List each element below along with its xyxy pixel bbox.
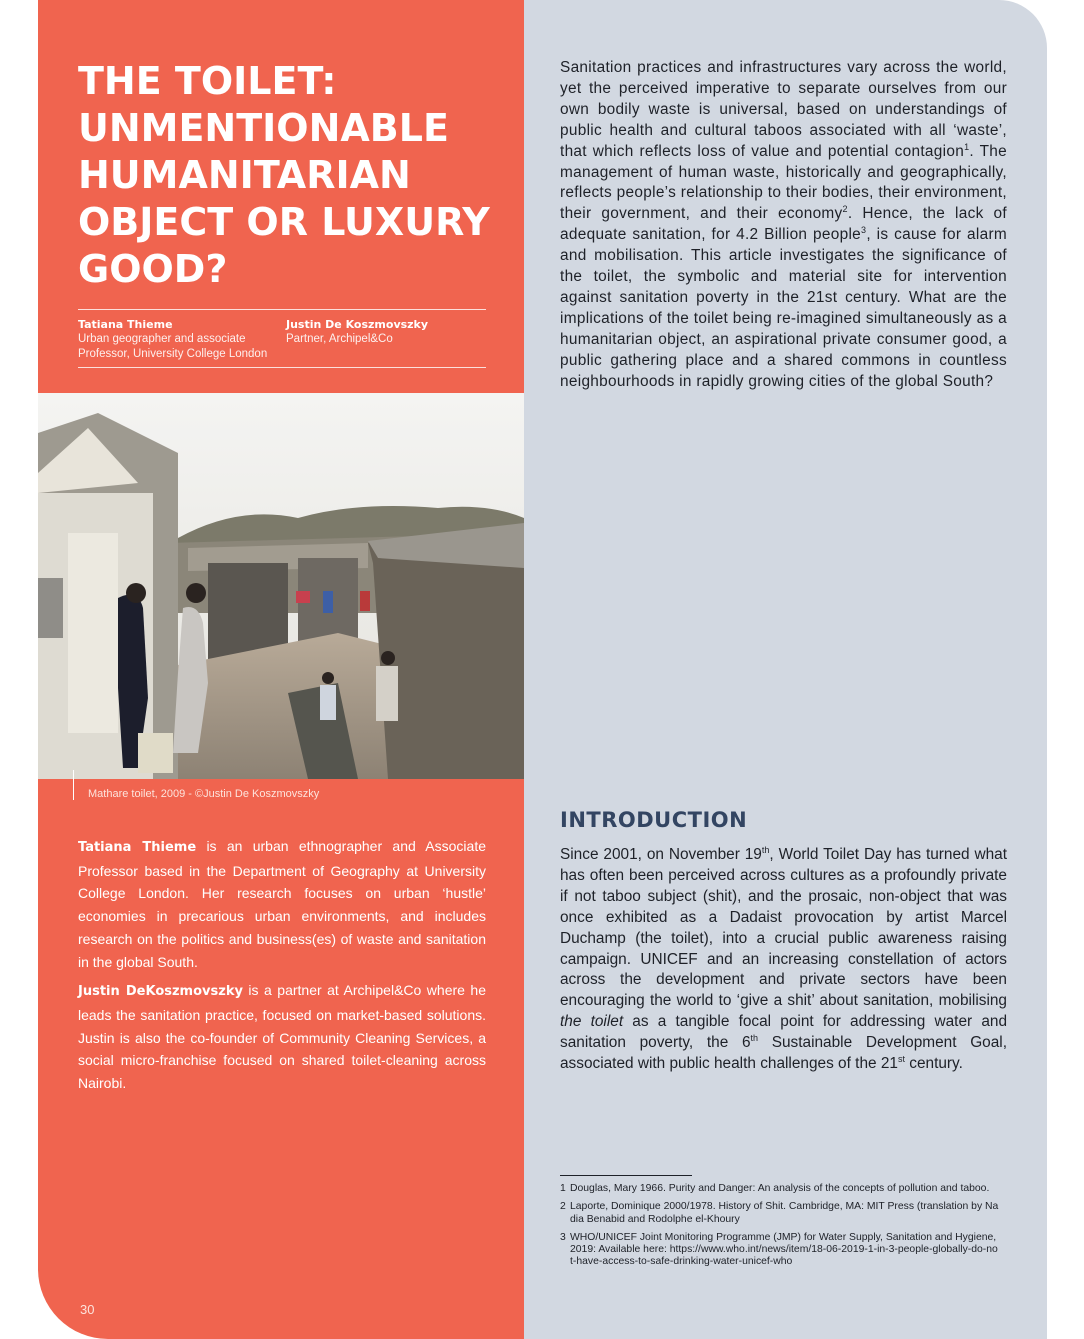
page-number: 30 xyxy=(80,1302,95,1317)
author-role: Urban geographer and associate xyxy=(78,333,246,345)
footnote-ref[interactable]: 1 xyxy=(964,141,970,152)
title-line: GOOD? xyxy=(78,247,228,291)
abstract-text: . Hence, the lack of adequate sanitation, for 4.2 Billion people xyxy=(560,205,1007,244)
bio-paragraph xyxy=(78,979,486,1095)
author-divider-bottom xyxy=(78,367,486,368)
author-role: Professor, University College London xyxy=(78,348,268,360)
article-photo xyxy=(38,393,524,779)
introduction-paragraph xyxy=(560,845,1007,1075)
ordinal-suffix: st xyxy=(897,1053,905,1064)
author-bios xyxy=(78,835,486,1101)
abstract-text: . The management of human waste, historically and geographically, reflects people’s relationship to their bodies, their environment, their government, and their economy xyxy=(560,142,1008,223)
bio-text: is an urban ethnographer and Associate Professor based in the Department of Geography at University College London. Her research focuses on urban ‘hustle’ economies in precarious urban environments, and includes research on the politics and business(es) of waste and sanitation in the global South. xyxy=(78,838,487,970)
title-line: THE TOILET: xyxy=(78,59,337,103)
photo-mathare-toilet xyxy=(38,393,524,779)
abstract-text: Sanitation practices and infrastructures vary across the world, yet the perceived imperative to separate ourselves from our own bodily waste is universal, based on understandings of public health and cultural taboos associated with all ‘waste’, that which reflects loss of value and potential contagion xyxy=(560,59,1007,160)
abstract-text: , is cause for alarm and mobilisation. This article investigates the significance of the toilet, the symbolic and material site for intervention against sanitation poverty in the 21st century. What are the implications of the toilet being re-imagined simultaneously as a humanitarian object, an aspirational private consumer good, a public gathering place and a shared commons in countless neighbourhoods in rapidly growing cities of the global South? xyxy=(560,226,1007,390)
ordinal-suffix: th xyxy=(761,844,770,855)
title-line: UNMENTIONABLE xyxy=(78,106,449,150)
footnote-number: 2 xyxy=(560,1201,566,1213)
author-divider-top xyxy=(78,309,486,310)
photo-caption: Mathare toilet, 2009 - ©Justin De Koszmovszky xyxy=(88,788,320,800)
title-line: OBJECT OR LUXURY xyxy=(78,200,490,244)
author-name: Justin De Koszmovszky xyxy=(286,318,429,331)
intro-emphasis: the toilet xyxy=(560,1013,624,1031)
footnote-divider xyxy=(560,1175,692,1176)
bio-name: Tatiana Thieme xyxy=(78,840,197,855)
bio-name: Justin DeKoszmovszky xyxy=(78,984,243,1000)
author-credit xyxy=(286,317,428,347)
intro-text: century. xyxy=(904,1055,963,1073)
bio-paragraph xyxy=(78,835,486,973)
author-name: Tatiana Thieme xyxy=(78,318,173,331)
footnote-text: Douglas, Mary 1966. Purity and Danger: An analysis of the concepts of pollution and taboo. xyxy=(570,1183,990,1194)
footnote-number: 1 xyxy=(560,1183,566,1194)
footnote xyxy=(560,1201,1000,1226)
intro-text: as a tangible focal point for addressing water and sanitation poverty, the 6 xyxy=(560,1013,1007,1052)
title-line: HUMANITARIAN xyxy=(78,153,411,197)
article-title xyxy=(78,58,498,293)
caption-marker xyxy=(73,770,74,800)
footnote-text[interactable]: WHO/UNICEF Joint Monitoring Programme (JMP) for Water Supply, Sanitation and Hygiene, 2019: Available here: https://www.who.int/news/item/18-06-2019-1-in-3-people-globally-do-not-have-access-to-safe-drinking-water-unicef-who xyxy=(570,1231,998,1268)
intro-text: Since 2001, on November 19 xyxy=(560,846,762,863)
intro-text: Sustainable Development Goal, associated with public health challenges of the 21 xyxy=(560,1034,1007,1073)
footnote-number: 3 xyxy=(560,1231,566,1243)
footnote xyxy=(560,1183,1000,1195)
footnote-text: Laporte, Dominique 2000/1978. History of Shit. Cambridge, MA: MIT Press (translation by Nadia Benabid and Rodolphe el-Khoury xyxy=(570,1201,999,1225)
intro-text: , World Toilet Day has turned what has often been perceived across cultures as a profoundly private if not taboo subject (shit), and the prosaic, non-object that was once exhibited as a Dadaist provocation by artist Marcel Duchamp (the toilet), into a crucial public awareness raising campaign. UNICEF and an increasing constellation of actors across the development and private sectors have been encouraging the world to ‘give a shit’ about sanitation, mobilising xyxy=(560,846,1007,1010)
footnotes xyxy=(560,1183,1000,1275)
ordinal-suffix: th xyxy=(750,1033,759,1044)
abstract-paragraph xyxy=(560,58,1007,393)
footnote-ref[interactable]: 3 xyxy=(861,225,867,236)
bio-text: is a partner at Archipel&Co where he leads the sanitation practice, focused on market-based solutions. Justin is also the co-founder of Community Cleaning Services, a social micro-franchise focused on shared toilet-cleaning across Nairobi. xyxy=(78,982,486,1092)
introduction-heading: INTRODUCTION xyxy=(560,808,748,832)
author-credit xyxy=(78,317,267,362)
author-role: Partner, Archipel&Co xyxy=(286,333,393,345)
footnote xyxy=(560,1232,1000,1269)
footnote-ref[interactable]: 2 xyxy=(842,204,848,215)
